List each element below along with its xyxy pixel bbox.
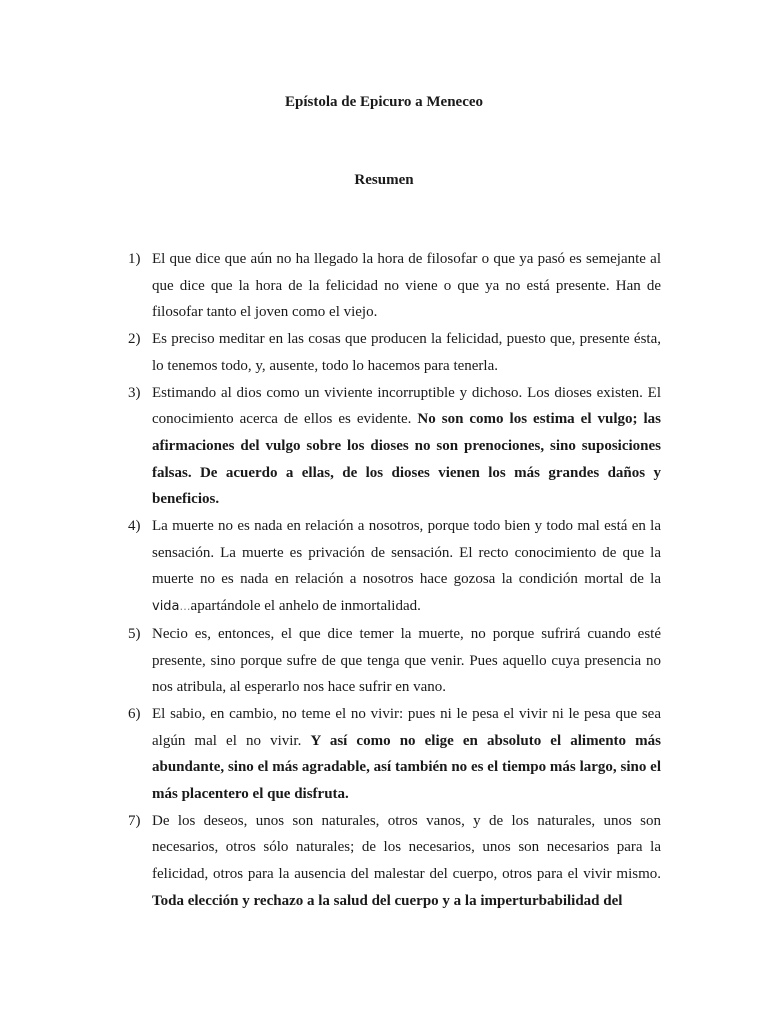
ellipsis-mark: … bbox=[179, 600, 191, 614]
item-number: 1) bbox=[128, 251, 141, 267]
item-text bbox=[152, 326, 661, 379]
list-item bbox=[128, 701, 661, 808]
item-text-segment: De los deseos, unos son naturales, otros vanos, y de los naturales, unos son necesarios, otros sólo naturales; de los necesarios, unos son necesarios para la felicidad, otros para la ausencia del malestar del cuerpo, otros para el vivir mismo. bbox=[152, 812, 661, 883]
summary-list bbox=[128, 246, 661, 915]
item-text-bold: Y así como no elige en absoluto el alimento más abundante, sino el más agradable, así también no es el tiempo más largo, sino el más placentero el que disfruta. bbox=[152, 732, 661, 803]
item-text-segment: La muerte no es nada en relación a nosotros, porque todo bien y todo mal está en la sensación. La muerte es privación de sensación. El recto conocimiento de que la muerte no es nada en relación a nosotros hace gozosa la condición mortal de la bbox=[152, 518, 661, 588]
item-number: 5) bbox=[128, 625, 141, 642]
document-title: Epístola de Epicuro a Meneceo bbox=[284, 94, 484, 110]
item-text bbox=[152, 513, 661, 621]
list-item bbox=[128, 513, 661, 621]
item-text-segment: El que dice que aún no ha llegado la hora de filosofar o que ya pasó es semejante al que dice que la hora de la felicidad no viene o que ya no está presente. Han de filosofar tanto el joven como el viejo. bbox=[152, 251, 661, 321]
item-text-segment: El sabio, en cambio, no teme el no vivir: pues ni le pesa el vivir ni le pesa que sea algún mal el no vivir. bbox=[152, 705, 661, 749]
item-text bbox=[152, 246, 661, 326]
document-subtitle: Resumen bbox=[354, 172, 414, 188]
item-number: 4) bbox=[128, 518, 141, 535]
item-number: 6) bbox=[128, 705, 141, 722]
item-number: 3) bbox=[128, 384, 141, 401]
list-item bbox=[128, 246, 661, 326]
item-text-segment: vida bbox=[152, 599, 180, 615]
item-text bbox=[152, 621, 661, 701]
item-number: 2) bbox=[128, 331, 141, 348]
list-item bbox=[128, 621, 661, 701]
item-text-segment: Necio es, entonces, el que dice temer la muerte, no porque sufrirá cuando esté presente, sino porque sufre de que tenga que venir. Pues aquello cuya presencia no nos atribula, al esperarlo nos hace sufrir en vano. bbox=[152, 625, 661, 696]
item-text-bold: Toda elección y rechazo a la salud del cuerpo y a la imperturbabilidad del bbox=[152, 892, 623, 909]
item-text-bold: No son como los estima el vulgo; las afirmaciones del vulgo sobre los dioses no son prenociones, sino suposiciones falsas. De acuerdo a ellas, de los dioses vienen los más grandes daños y beneficios. bbox=[152, 411, 661, 508]
list-item bbox=[128, 808, 661, 915]
item-text bbox=[152, 701, 661, 808]
item-text-segment: Estimando al dios como un viviente incorruptible y dichoso. Los dioses existen. El conocimiento acerca de ellos es evidente. bbox=[152, 384, 661, 428]
item-text-segment: Es preciso meditar en las cosas que producen la felicidad, puesto que, presente ésta, lo tenemos todo, y, ausente, todo lo hacemos para tenerla. bbox=[152, 331, 661, 374]
item-text bbox=[152, 808, 661, 915]
list-item bbox=[128, 380, 661, 514]
list-item bbox=[128, 326, 661, 379]
item-text-segment: apartándole el anhelo de inmortalidad. bbox=[190, 598, 421, 615]
item-number: 7) bbox=[128, 812, 141, 829]
item-text bbox=[152, 380, 661, 514]
